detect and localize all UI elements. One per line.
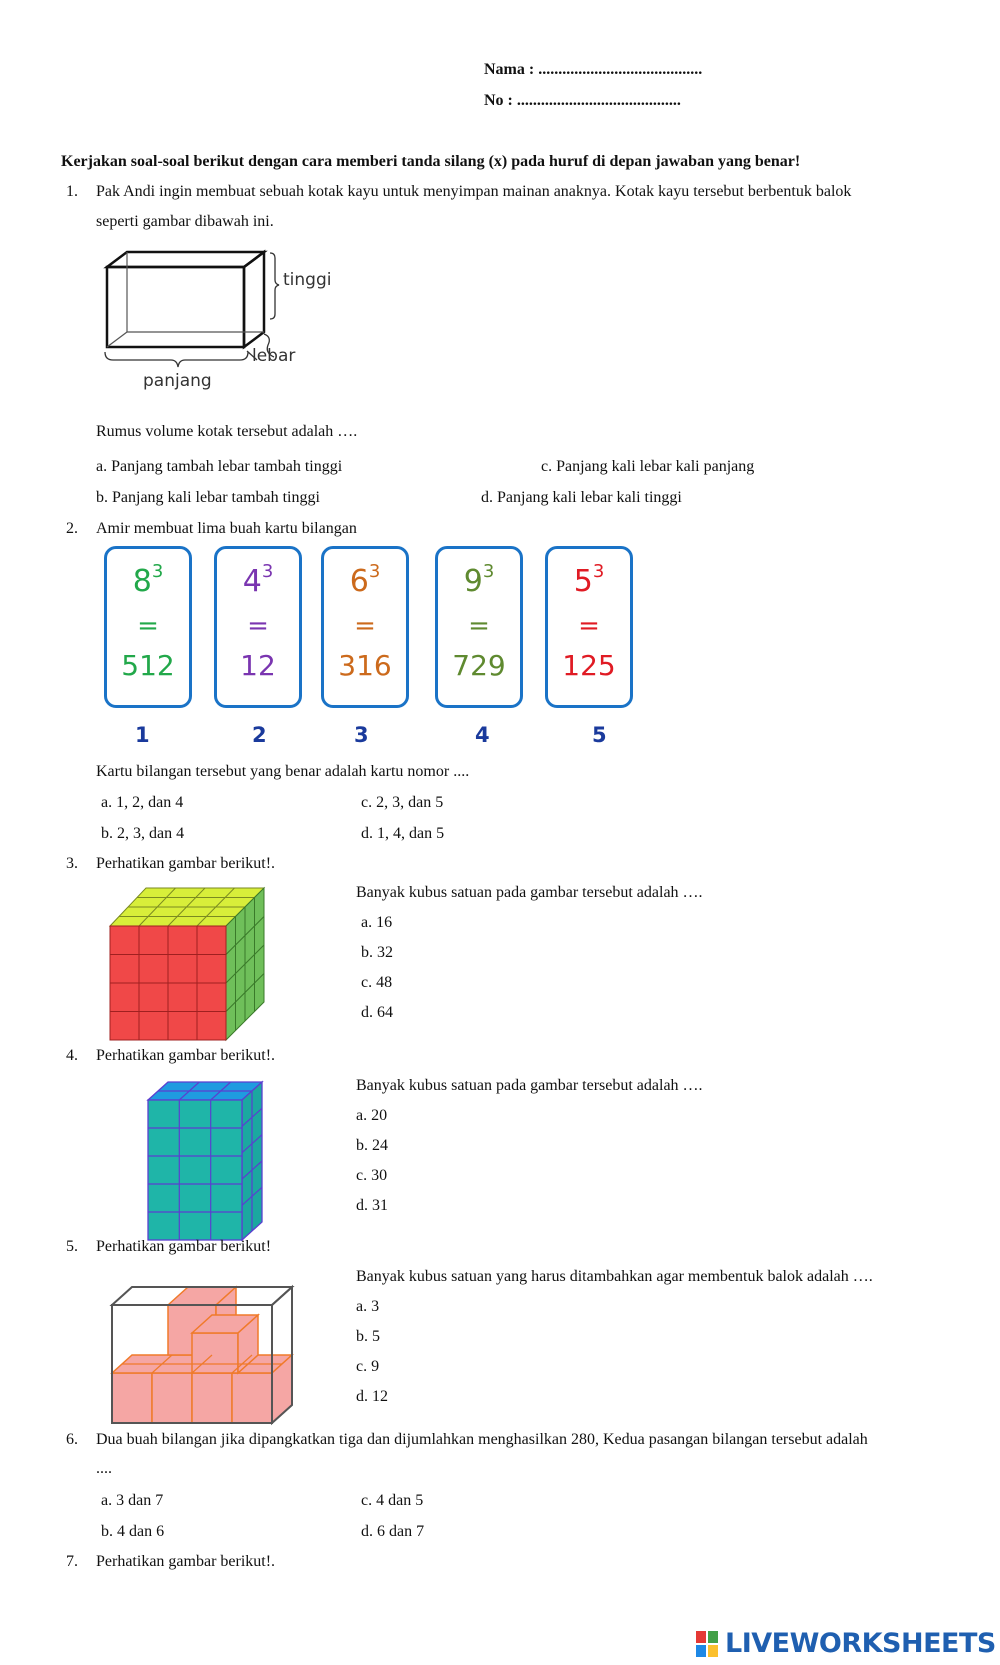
q6-text-line1: Dua buah bilangan jika dipangkatkan tiga dan dijumlahkan menghasilkan 280, Kedua pasangan bilangan tersebut adalah: [96, 1431, 868, 1448]
q1-text-line1: Pak Andi ingin membuat sebuah kotak kayu untuk menyimpan mainan anaknya. Kotak kayu tersebut berbentuk balok: [96, 183, 852, 200]
q1-option-c[interactable]: c. Panjang kali lebar kali panjang: [541, 458, 755, 475]
q4-cube-figure: [144, 1078, 269, 1243]
number-card-4: [435, 546, 523, 708]
number-card-2: [214, 546, 302, 708]
q6-option-c[interactable]: c. 4 dan 5: [361, 1492, 424, 1509]
number-card-5: [545, 546, 633, 708]
q1-number: 1.: [66, 183, 78, 200]
name-field-label: Nama : .........................................: [484, 61, 703, 78]
q5-option-c[interactable]: c. 9: [356, 1358, 380, 1375]
card-exponent: 3: [482, 561, 495, 582]
q4-text: Perhatikan gambar berikut!.: [96, 1047, 276, 1064]
q3-question: Banyak kubus satuan pada gambar tersebut adalah ….: [356, 884, 703, 901]
q1-option-b[interactable]: b. Panjang kali lebar tambah tinggi: [96, 489, 320, 506]
card-equals: =: [578, 611, 600, 641]
card-number-label: 5: [592, 723, 607, 747]
q5-option-a[interactable]: a. 3: [356, 1298, 380, 1315]
q6-number: 6.: [66, 1431, 78, 1448]
card-exponent: 3: [592, 561, 605, 582]
q7-number: 7.: [66, 1553, 78, 1570]
card-result: 125: [562, 649, 616, 682]
q2-option-d[interactable]: d. 1, 4, dan 5: [361, 825, 445, 842]
q3-number: 3.: [66, 855, 78, 872]
card-base: 4: [242, 564, 262, 599]
card-equals: =: [468, 611, 490, 641]
card-result: 12: [240, 649, 276, 682]
q7-text: Perhatikan gambar berikut!.: [96, 1553, 276, 1570]
card-result: 512: [121, 649, 175, 682]
q3-option-c[interactable]: c. 48: [361, 974, 393, 991]
liveworksheets-brand: LIVEWORKSHEETS: [725, 1628, 996, 1659]
card-power: [324, 561, 406, 599]
panjang-label: panjang: [143, 371, 212, 391]
q4-option-b[interactable]: b. 24: [356, 1137, 388, 1154]
number-field-label: No : .........................................: [484, 92, 681, 109]
card-number-label: 3: [354, 723, 369, 747]
q1-option-a[interactable]: a. Panjang tambah lebar tambah tinggi: [96, 458, 343, 475]
q6-option-a[interactable]: a. 3 dan 7: [101, 1492, 164, 1509]
card-equals: =: [354, 611, 376, 641]
card-number-label: 1: [135, 723, 150, 747]
q1-question: Rumus volume kotak tersebut adalah ….: [96, 423, 358, 440]
q3-text: Perhatikan gambar berikut!.: [96, 855, 276, 872]
q1-box-figure: [100, 245, 360, 395]
q5-question: Banyak kubus satuan yang harus ditambahkan agar membentuk balok adalah ….: [356, 1268, 873, 1285]
card-number-label: 4: [475, 723, 490, 747]
q2-question: Kartu bilangan tersebut yang benar adalah kartu nomor ....: [96, 763, 470, 780]
q4-number: 4.: [66, 1047, 78, 1064]
card-number-label: 2: [252, 723, 267, 747]
card-base: 9: [463, 564, 483, 599]
q2-option-a[interactable]: a. 1, 2, dan 4: [101, 794, 184, 811]
q6-option-d[interactable]: d. 6 dan 7: [361, 1523, 425, 1540]
number-card-3: [321, 546, 409, 708]
q4-question: Banyak kubus satuan pada gambar tersebut adalah ….: [356, 1077, 703, 1094]
q5-text: Perhatikan gambar berikut!: [96, 1238, 272, 1255]
card-power: [107, 561, 189, 599]
card-base: 6: [349, 564, 369, 599]
card-base: 8: [132, 564, 152, 599]
q4-option-d[interactable]: d. 31: [356, 1197, 388, 1214]
instruction-text: Kerjakan soal-soal berikut dengan cara memberi tanda silang (x) pada huruf di depan jawaban yang benar!: [61, 153, 801, 170]
card-equals: =: [137, 611, 159, 641]
q2-option-b[interactable]: b. 2, 3, dan 4: [101, 825, 185, 842]
q6-option-b[interactable]: b. 4 dan 6: [101, 1523, 165, 1540]
q2-option-c[interactable]: c. 2, 3, dan 5: [361, 794, 444, 811]
q1-option-d[interactable]: d. Panjang kali lebar kali tinggi: [481, 489, 682, 506]
q4-option-c[interactable]: c. 30: [356, 1167, 388, 1184]
card-equals: =: [247, 611, 269, 641]
q5-number: 5.: [66, 1238, 78, 1255]
q6-text-line2: ....: [96, 1460, 112, 1477]
q3-cube-figure: [104, 884, 274, 1044]
card-exponent: 3: [151, 561, 164, 582]
card-result: 729: [452, 649, 506, 682]
q4-option-a[interactable]: a. 20: [356, 1107, 388, 1124]
lebar-label: lebar: [252, 346, 296, 366]
card-exponent: 3: [368, 561, 381, 582]
tinggi-label: tinggi: [283, 270, 332, 290]
q2-text: Amir membuat lima buah kartu bilangan: [96, 520, 357, 537]
card-exponent: 3: [261, 561, 274, 582]
liveworksheets-icon: [695, 1630, 721, 1660]
q3-option-d[interactable]: d. 64: [361, 1004, 393, 1021]
q3-option-a[interactable]: a. 16: [361, 914, 393, 931]
q2-number: 2.: [66, 520, 78, 537]
card-result: 316: [338, 649, 392, 682]
card-power: [438, 561, 520, 599]
number-card-1: [104, 546, 192, 708]
q1-text-line2: seperti gambar dibawah ini.: [96, 213, 274, 230]
q3-option-b[interactable]: b. 32: [361, 944, 393, 961]
card-base: 5: [573, 564, 593, 599]
card-power: [548, 561, 630, 599]
liveworksheets-logo: [695, 1628, 996, 1662]
q5-option-d[interactable]: d. 12: [356, 1388, 388, 1405]
q5-option-b[interactable]: b. 5: [356, 1328, 380, 1345]
card-power: [217, 561, 299, 599]
q5-cube-figure: [108, 1283, 318, 1428]
